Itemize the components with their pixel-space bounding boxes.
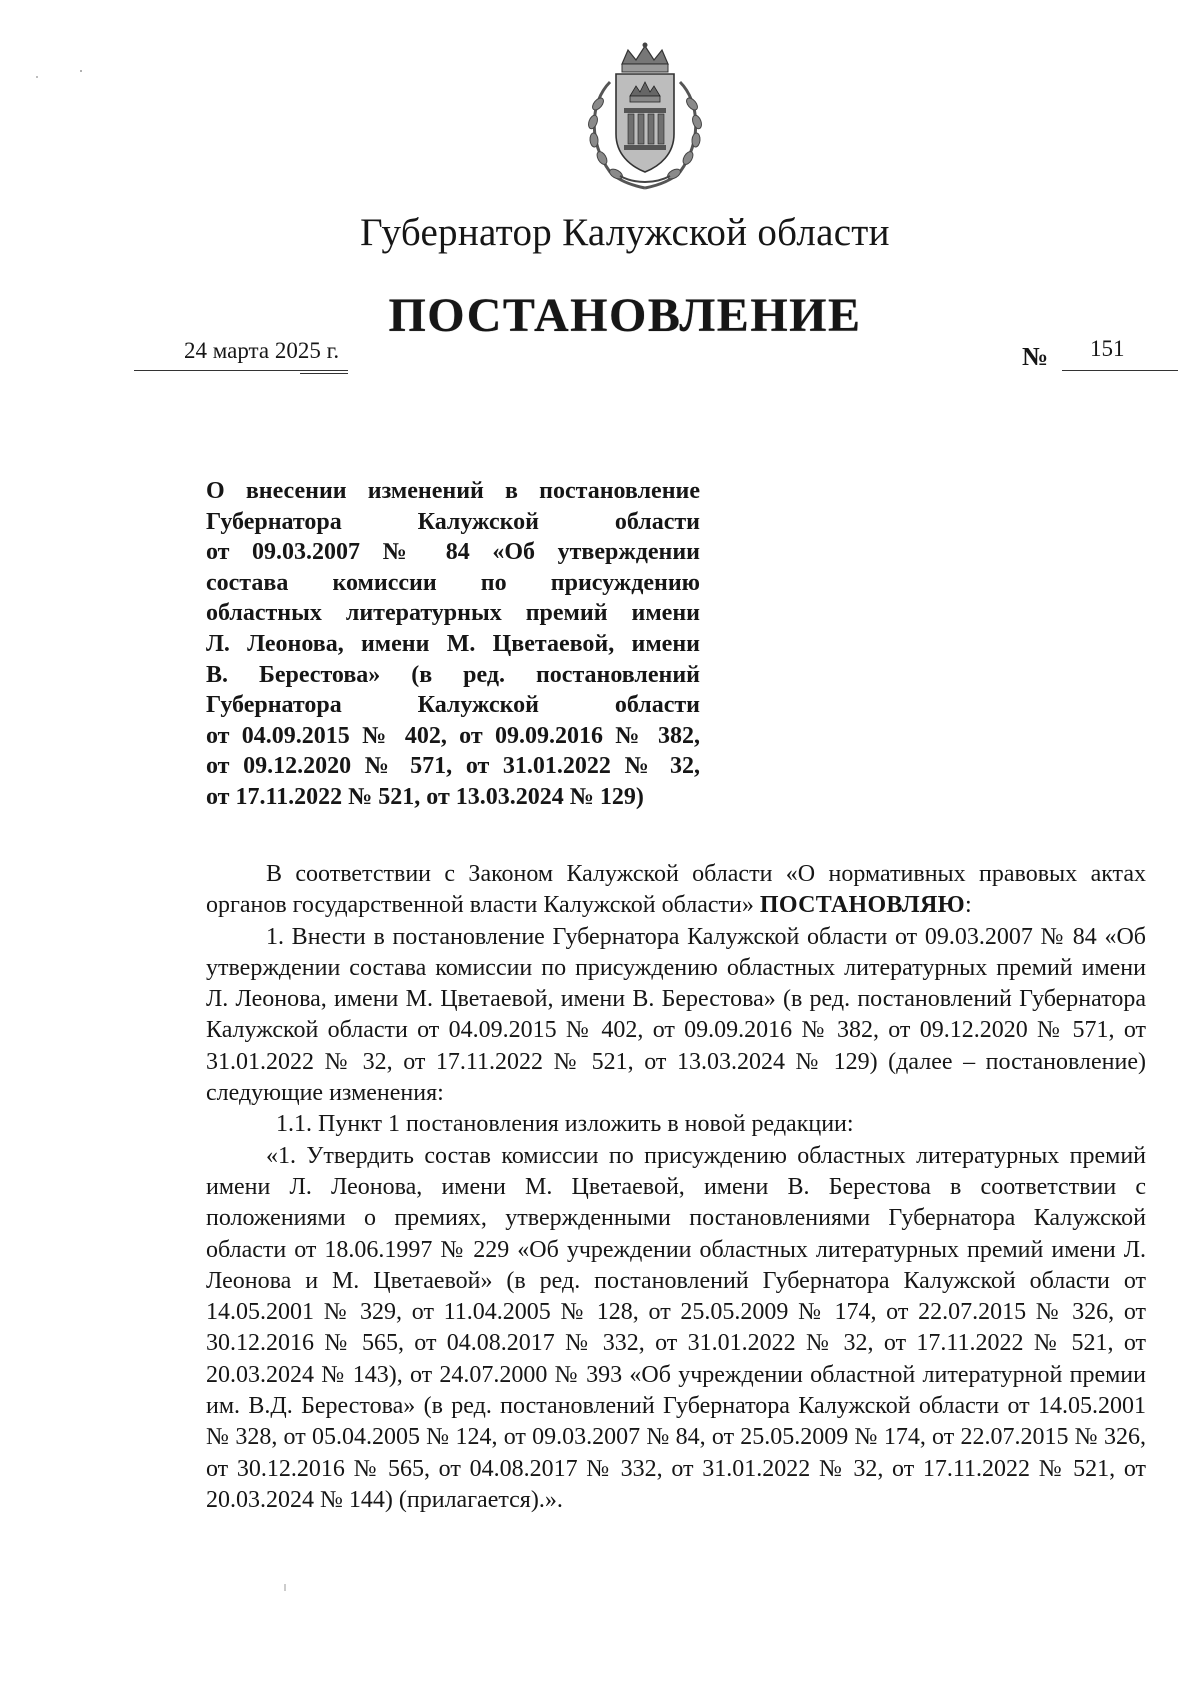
new-wording-paragraph: «1. Утвердить состав комиссии по присуждению областных литературных премий имени Л. Леонова, имени М. Цветаевой, имени В. Берестова в соответствии с положениями о премиях, утвержденными постановлениями Губернатора Калужской области от 18.06.1997 № 229 «Об учреждении областных литературных премий имени Л. Леонова и М. Цветаевой» (в ред. постановлений Губернатора Калужской области от 14.05.2001 № 329, от 11.04.2005 № 128, от 25.05.2009 № 174, от 22.07.2015 № 326, от 30.12.2016 № 565, от 04.08.2017 № 332, от 31.01.2022 № 32, от 17.11.2022 № 521, от 20.03.2024 № 143), от 24.07.2000 № 393 «Об учреждении областной литературной премии им. В.Д. Берестова» (в ред. постановлений Губернатора Калужской области от 14.05.2001 № 328, от 05.04.2005 № 124, от 09.03.2007 № 84, от 25.05.2009 № 174, от 22.07.2015 № 326, от 30.12.2016 № 565, от 04.08.2017 № 332, от 31.01.2022 № 32, от 17.11.2022 № 521, от 20.03.2024 № 144) (прилагается).». bbox=[206, 1142, 1146, 1513]
preamble-paragraph bbox=[206, 859, 1146, 922]
number-underline bbox=[1062, 370, 1178, 371]
title-line: от 09.03.2007 № 84 «Об утверждении bbox=[206, 539, 700, 566]
decree-colon: : bbox=[964, 892, 972, 919]
title-line: Л. Леонова, имени М. Цветаевой, имени bbox=[206, 630, 700, 657]
title-line: О внесении изменений в постановление bbox=[206, 478, 700, 504]
title-line: состава комиссии по присуждению bbox=[206, 569, 700, 596]
document-type: ПОСТАНОВЛЕНИЕ bbox=[388, 289, 862, 342]
decree-word: ПОСТАНОВЛЯЮ bbox=[759, 892, 965, 919]
scan-speck bbox=[80, 70, 82, 72]
title-line: Губернатора Калужской области bbox=[206, 508, 700, 535]
number-label: № bbox=[1022, 342, 1049, 371]
preamble-text: В соответствии с Законом Калужской области «О нормативных правовых актах органов государственной власти Калужской области» bbox=[206, 861, 1146, 919]
scan-speck bbox=[36, 76, 38, 78]
document-title bbox=[206, 476, 700, 813]
title-line: от 09.12.2020 № 571, от 31.01.2022 № 32, bbox=[206, 753, 700, 780]
title-line: от 17.11.2022 № 521, от 13.03.2024 № 129) bbox=[206, 783, 644, 810]
date-underline bbox=[134, 370, 348, 371]
title-line: от 04.09.2015 № 402, от 09.09.2016 № 382, bbox=[206, 722, 700, 749]
item-1-1-paragraph: 1.1. Пункт 1 постановления изложить в новой редакции: bbox=[276, 1111, 854, 1138]
document-date: 24 марта 2025 г. bbox=[184, 338, 340, 363]
kaluga-coat-of-arms-icon bbox=[580, 42, 710, 190]
title-line: областных литературных премий имени bbox=[206, 600, 700, 627]
document-number: 151 bbox=[1090, 336, 1125, 361]
title-line: В. Берестова» (в ред. постановлений bbox=[206, 661, 700, 688]
title-line: Губернатора Калужской области bbox=[206, 692, 700, 719]
issuing-authority: Губернатор Калужской области bbox=[360, 211, 890, 254]
scan-speck bbox=[284, 1584, 286, 1591]
item-1-paragraph: 1. Внести в постановление Губернатора Калужской области от 09.03.2007 № 84 «Об утверждении состава комиссии по присуждению областных литературных премий имени Л. Леонова, имени М. Цветаевой, имени В. Берестова» (в ред. постановлений Губернатора Калужской области от 04.09.2015 № 402, от 09.09.2016 № 382, от 09.12.2020 № 571, от 31.01.2022 № 32, от 17.11.2022 № 521, от 13.03.2024 № 129) (далее – постановление) следующие изменения: bbox=[206, 923, 1146, 1107]
document-body bbox=[206, 859, 1146, 1516]
date-underline bbox=[300, 373, 348, 374]
